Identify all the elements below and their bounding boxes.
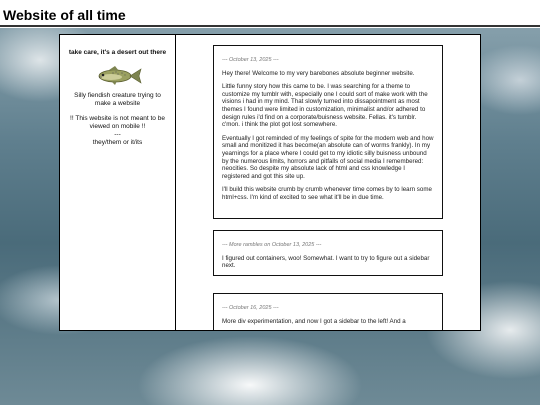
sidebar-bio: Silly fiendish creature trying to make a website	[74, 92, 161, 107]
post-date: --- October 13, 2025 ---	[222, 57, 279, 63]
header-divider	[0, 25, 540, 27]
sidebar-divider: ---	[114, 131, 121, 138]
post-date: --- More rambles on October 13, 2025 ---	[222, 242, 322, 248]
mobile-warning	[60, 115, 175, 147]
post-paragraph: Eventually I got reminded of my feelings of spite for the modern web and how small and monitized it has become(an absolute can of worms frankly). In my yearnings for a place where I could get to my idiotic silly buisness unbound by the numerous limits, horrors and pitfalls of social media I remembered: neocities. So despite my absolute lack of html and css knowledge I registered and got this site up.	[222, 134, 434, 180]
main-feed[interactable]	[176, 35, 480, 330]
pronouns: they/them or it/its	[92, 139, 143, 146]
post-paragraph: More div experimentation, and now I got a sidebar to the left! And a	[222, 317, 406, 325]
blog-post	[213, 293, 443, 330]
post-date: --- October 16, 2025 ---	[222, 305, 279, 311]
blog-post	[213, 230, 443, 276]
page-container	[59, 34, 481, 331]
warning-text: !! This website is not meant to be viewed on mobile !!	[70, 115, 165, 130]
sidebar	[60, 35, 176, 330]
post-paragraph: I figured out containers, woo! Somewhat. I want to try to figure out a sidebar next.	[222, 254, 430, 270]
post-paragraph: I'll build this website crumb by crumb whenever time comes by to learn some html+css. I'm kind of excited to see what it'll be in due time.	[222, 186, 432, 201]
sidebar-title: take care, it's a desert out there	[68, 49, 167, 56]
post-paragraph: Hey there! Welcome to my very barebones absolute beginner website.	[222, 69, 415, 77]
fish-icon	[93, 64, 143, 88]
site-header	[0, 0, 540, 28]
site-title: Website of all time	[3, 7, 126, 23]
post-paragraph: Little funny story how this came to be. I was searching for a theme to customize my tumblr with, especially one I could sort of make work with the visions i had in my mind. That slowly turned into dissapointment as most themes I found were limited in customization, minimalist and/or adhered to design rules i'd find on a corporate/buisness website. Fellas. it's tumblr. c'mon. i think the plot got lost somewhere.	[222, 83, 428, 129]
blog-post	[213, 45, 443, 219]
